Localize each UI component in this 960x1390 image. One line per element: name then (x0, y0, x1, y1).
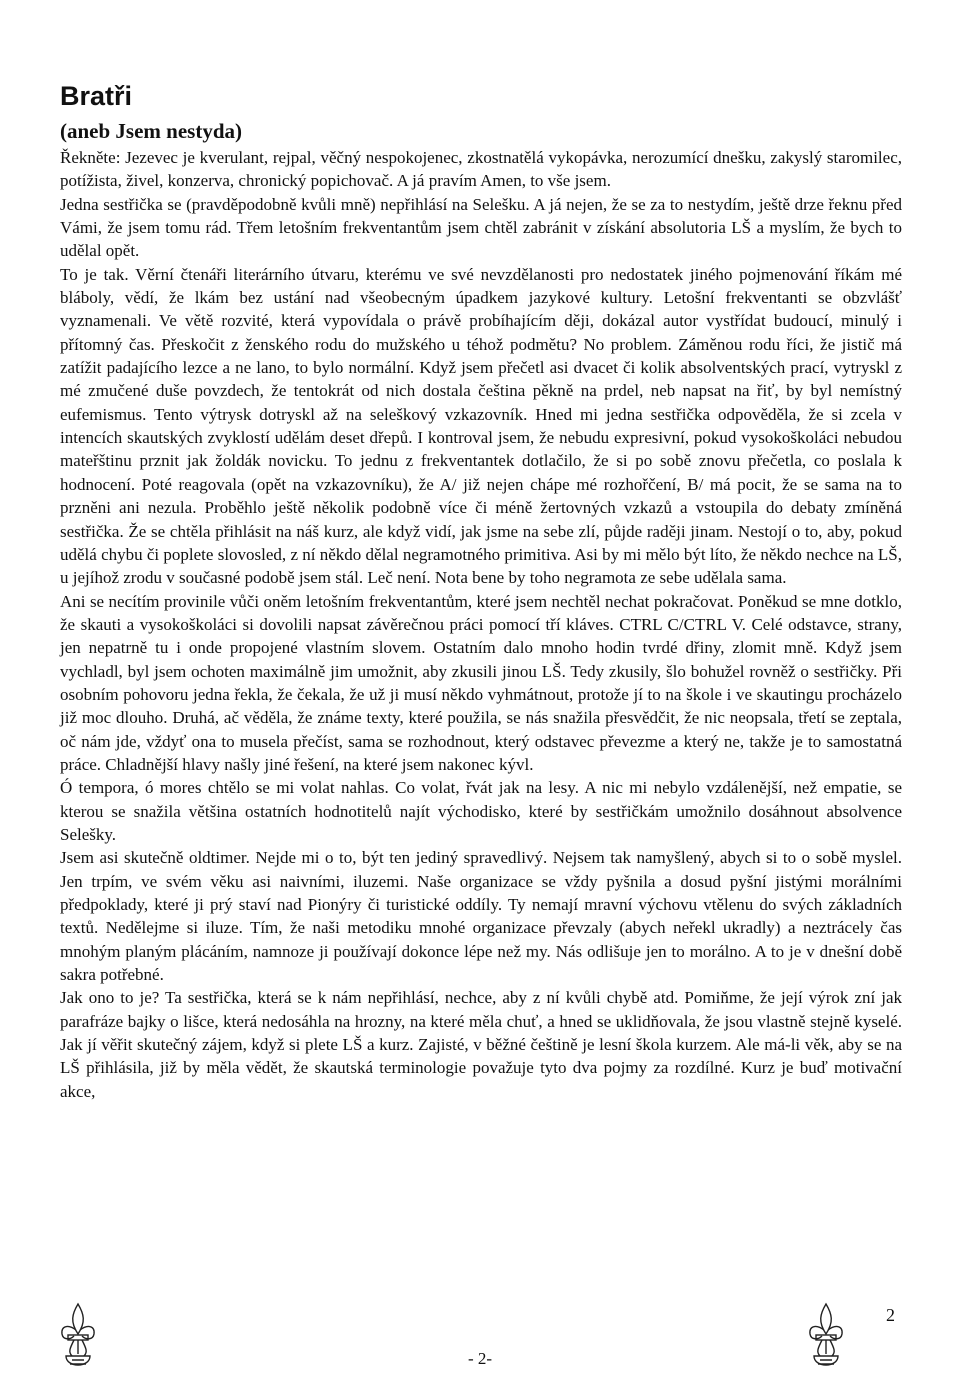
paragraph: Ó tempora, ó mores chtělo se mi volat nahlas. Co volat, řvát jak na lesy. A nic mi nebylo vzdálenější, než empatie, se kterou se snažila většina ostatních hodnotitelů najít východisko, které by sestřičkám umožnilo dosáhnout absolvence Selešky. (60, 778, 902, 844)
paragraph: Řekněte: Jezevec je kverulant, rejpal, věčný nespokojenec, zkostnatělá vykopávka, nerozumící dnešku, zakyslý staromilec, potížista, živel, konzerva, chronický popichovač. A já pravím Amen, to vše jsem. (60, 148, 902, 191)
page-number: 2 (886, 1305, 895, 1325)
paragraph: To je tak. Věrní čtenáři literárního útvaru, kterému ve své nevzdělanosti pro nedostatek jiného pojmenování říkám mé bláboly, vědí, že lkám bez ustání nad všeobecným úpadkem jazykové kultury. Letošní frekventanti se obzvlášť vyznamenali. Ve větě rozvité, která vypovídala o právě probíhajícím ději, dokázal autor vystřídat budoucí, minulý i přítomný čas. Přeskočit z ženského rodu do mužského u téhož podmětu? No problem. Záměnou rodu říci, že jistič má zatížit padajícího lezce a ne lano, to bylo normální. Když jsem přečetl asi dvacet či kolik absolventských prací, vytryskl z mé zmučené duše povzdech, že tentokrát od nich dostala čeština pěkně na prdel, neb napsat na řiť, by byl nemístný eufemismus. Tento výtrysk dotryskl až na seleškový vzkazovník. Hned mi jedna sestřička odpověděla, že si zcela v intencích skautských zvyklostí udělám deset dřepů. I kontroval jsem, že nebudu expresivní, pokud vysokoškoláci nebudou mateřštinu prznit jak žoldák novicku. To jednu z frekventantek dotlačilo, že si po sobě znovu přečetla, co poslala k hodnocení. Poté reagovala (opět na vzkazovníku), že A/ již nejen chápe mé rozhořčení, B/ má pocit, že se sama na to przněni ani nezula. Proběhlo ještě několik podobně více či méně žertovných vzkazů a vstoupila do debaty zmíněná sestřička. Že se chtěla přihlásit na náš kurz, ale když vidí, jak jsme na sebe zlí, půjde raději jinam. Nestojí o to, aby, pokud udělá chybu či poplete slovosled, z ní někdo dělal negramotného primitiva. Asi by mi mělo být líto, že někdo nechce na LŠ, u jejíhož zrodu v současné podobě jsem stál. Leč není. Nota bene by toho negramota ze sebe udělala sama. (60, 264, 902, 588)
paragraph: Jedna sestřička se (pravděpodobně kvůli mně) nepřihlásí na Selešku. A já nejen, že se za to nestydím, ještě drze řeknu před Vámi, že jsem tomu rád. Třem letošním frekventantům jsem chtěl zabránit v získání absolutoria LŠ a myslím, že bych to udělal opět. (60, 194, 902, 261)
paragraph: Ani se necítím provinile vůči oněm letošním frekventantům, které jsem nechtěl nechat pokračovat. Poněkud se mne dotklo, že skauti a vysokoškoláci si dovolili napsat závěrečnou práci pomocí tří kláves. CTRL C/CTRL V. Celé odstavce, strany, jen nepatrně tu i onde propojené vlastním slovem. Ostatním dalo mnoho hodin tvrdé dřiny, zlomit mně. Když jsem vychladl, byl jsem ochoten maximálně jim umožnit, aby zkusili jinou LŠ. Tedy zkusily, šlo bohužel rovněž o sestřičky. Při osobním pohovoru jedna řekla, že čekala, že už ji musí někdo vyhmátnout, protože jí to na škole i ve skautingu procházelo již moc dlouho. Druhá, ač věděla, že známe texty, které použila, se nás snažila přesvědčit, že nic neopsala, třetí se zeptala, oč nám jde, vždyť ona to musela přečíst, sama se rozhodnout, který odstavec převezme a který ne, takže je to samostatná práce. Chladnější hlavy našly jiné řešení, na které jsem nakonec kývl. (60, 591, 902, 774)
article-body (60, 146, 902, 1103)
paragraph: Jsem asi skutečně oldtimer. Nejde mi o to, být ten jediný spravedlivý. Nejsem tak namyšlený, abych si to o sobě myslel. Jen trpím, ve svém věku asi naivními, iluzemi. Naše organizace se vždy pyšnila a dosud pyšní jistými morálními předpoklady, které ji prý staví nad Pionýry či turistické oddíly. Ty nemají mravní výchovu vtělenu do svých základních textů. Nedělejme si iluze. Tím, že naši metodiku mnohé organizace převzaly (abych neřekl ukradly) a neztrácely čas mnohým planým plácáním, namnoze ji používají dokonce lépe než my. Nás odlišuje jen to morálno. A to je v dnešní době sakra potřebné. (60, 848, 902, 985)
paragraph: Jak ono to je? Ta sestřička, která se k nám nepřihlásí, nechce, aby z ní kvůli chybě atd. Pomiňme, že její výrok zní jak parafráze bajky o lišce, která nedosáhla na hrozny, na které měla chuť, a hned se uklidňovala, že jsou vlastně stejně kyselé. Jak jí věřit skutečný zájem, když si plete LŠ a kurz. Zajisté, v běžné češtině je lesní škola kurzem. Ale má-li věk, aby se na LŠ přihlásila, již by měla vědět, že skautská terminologie považuje tyto dva pojmy za rozdílné. Kurz je buď motivační akce, (60, 988, 902, 1101)
article-subtitle: (aneb Jsem nestyda) (60, 119, 242, 143)
document-page (60, 80, 902, 1103)
article-title: Bratři (60, 81, 133, 111)
footer-page-label: - 2- (467, 1349, 493, 1368)
